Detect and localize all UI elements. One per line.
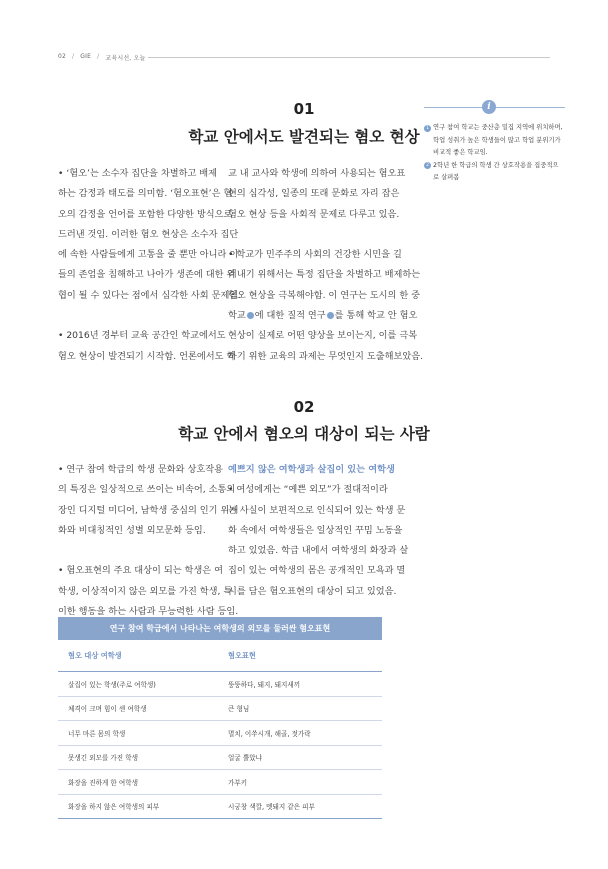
paragraph-line: 이한 행동을 하는 사람과 무능력한 사람 등임. (58, 606, 239, 618)
page-number: 02 (58, 53, 67, 60)
paragraph-line: 화 속에서 여학생들은 일상적인 꾸밈 노동을 (228, 524, 403, 536)
inline-text: 에 대한 질적 연구 (254, 310, 326, 322)
header-separator: / (72, 53, 75, 60)
footnote-line: 연구 참여 학교는 중산층 밀집 지역에 위치하며, (433, 124, 563, 131)
paragraph-line: 하고 있었음. 학급 내에서 여학생의 화장과 살 (228, 545, 409, 557)
section-number: 01 (293, 100, 315, 118)
paragraph-line: • 2016년 경부터 교육 공간인 학교에서도 (58, 330, 226, 342)
table-cell: 뚱뚱하다, 돼지, 돼지새끼 (228, 680, 301, 689)
table-row (58, 721, 382, 746)
footnote-line: 로 살펴봄 (433, 174, 460, 182)
table-cell: 얼굴 뿔았냐 (228, 754, 262, 763)
paragraph-line: 현상이 실제로 어떤 양상을 보이는지, 이를 극복 (228, 330, 418, 342)
paragraph-line: 오의 감정을 언어를 포함한 다양한 방식으로 (58, 208, 233, 220)
info-header (424, 100, 565, 114)
footnote-text (433, 160, 559, 185)
footnote-marker-icon (247, 312, 254, 319)
table-row (58, 795, 382, 820)
paragraph-line: 혐오 현상 등을 사회적 문제로 다루고 있음. (228, 208, 400, 220)
paragraph-spacer (58, 541, 218, 561)
header-section: GIE (80, 53, 92, 60)
paragraph-line: 드러낸 것임. 이러한 혐오 현상은 소수자 집단 (58, 228, 239, 240)
section2-right-column (228, 460, 418, 602)
table-title: 연구 참여 학급에서 나타나는 여학생의 외모를 둘러싼 혐오표현 (58, 617, 382, 640)
table-cell: 시궁창 색깔, 멧돼지 같은 피부 (228, 803, 315, 812)
inline-text: 학교 (228, 310, 246, 322)
footnote-line: 학업 성취가 높은 학생들이 많고 학업 분위기가 (433, 136, 561, 144)
footnote-number-icon: 1 (424, 125, 431, 132)
section-title: 학교 안에서도 발견되는 혐오 현상 (188, 128, 420, 146)
paragraph-line: 장인 디지털 미디어, 남학생 중심의 인기 위계 (58, 504, 239, 516)
table-cell: 너무 마른 몸의 학생 (68, 729, 126, 738)
footnote-line: 2학년 한 학급의 학생 간 상호작용을 집중적으 (433, 161, 559, 169)
paragraph-line: 교 내 교사와 학생에 의하여 사용되는 혐오표 (228, 168, 406, 179)
paragraph-line: 협이 될 수 있다는 점에서 심각한 사회 문제임. (58, 289, 242, 301)
paragraph-line: 러내기 위해서는 특정 집단을 차별하고 배제하는 (228, 269, 421, 281)
paragraph-line: 에 속한 사람들에게 고통을 줄 뿐만 아니라 이 (58, 249, 239, 261)
paragraph-line: 혐오 현상을 극복해야함. 이 연구는 도시의 한 중 (228, 289, 420, 301)
table-row (58, 746, 382, 771)
paragraph-line: 는 사실이 보편적으로 인식되어 있는 학생 문 (228, 504, 406, 516)
paragraph-line: • ‘혐오’는 소수자 집단을 차별하고 배제 (58, 168, 217, 179)
column-header: 혐오표현 (228, 650, 256, 660)
table-cell: 못생긴 외모를 가진 학생 (68, 754, 138, 763)
section1-right-column (228, 164, 424, 367)
footnote-number-icon: 2 (424, 162, 431, 169)
table-row (58, 770, 382, 795)
table-row (58, 697, 382, 722)
table-cell: 큰 형님 (228, 705, 250, 714)
inline-text: 를 통해 학교 안 혐오 (334, 310, 418, 322)
page-header (58, 53, 146, 62)
paragraph-line: 화와 비대칭적인 성별 외모문화 등임. (58, 524, 206, 536)
header-subtitle: 교육시선, 오늘 (105, 55, 146, 62)
table-cell: 살집이 있는 학생(주로 여학생) (68, 680, 156, 689)
info-sidebar (424, 100, 565, 185)
paragraph-line: 하는 감정과 태도를 의미함. ‘혐오표현’은 혐 (58, 188, 233, 200)
paragraph-line: 학생, 이상적이지 않은 외모를 가진 학생, 특 (58, 585, 233, 597)
footnotes (424, 122, 565, 185)
header-separator: / (97, 53, 100, 60)
table-cell: 가부키 (228, 778, 248, 787)
hate-speech-table (58, 617, 382, 819)
paragraph-line: 혐오 현상이 발견되기 시작함. 언론에서도 학 (58, 350, 236, 362)
paragraph-line: • 연구 참여 학급의 학생 문화와 상호작용 (58, 464, 223, 475)
paragraph-line: • 혐오표현의 주요 대상이 되는 학생은 여 (58, 565, 223, 577)
subheading: 예쁘지 않은 여학생과 살집이 있는 여학생 (228, 464, 395, 475)
paragraph-line (228, 306, 418, 326)
paragraph-line: 하기 위한 교육의 과제는 무엇인지 도출해보았음. (228, 350, 424, 362)
paragraph-line: 집이 있는 여학생의 몸은 공개적인 모욕과 멸 (228, 565, 406, 577)
info-icon: i (482, 100, 496, 114)
paragraph-line: • 학교가 민주주의 사회의 건강한 시민을 길 (228, 249, 402, 261)
paragraph-line: • 여성에게는 “예쁜 외모”가 절대적이라 (228, 484, 388, 496)
table-cell: 멸치, 이쑤시개, 해골, 젓가락 (228, 729, 311, 738)
paragraph-spacer (228, 225, 418, 245)
section-title: 학교 안에서 혐오의 대상이 되는 사람 (178, 425, 430, 443)
paragraph-line: 들의 존엄을 침해하고 나아가 생존에 대한 위 (58, 269, 236, 281)
footnote-marker-icon (327, 312, 334, 319)
table-row (58, 672, 382, 697)
table-header (58, 640, 382, 672)
header-rule (148, 57, 550, 58)
paragraph-line: 의 특징은 일상적으로 쓰이는 비속어, 소통의 (58, 484, 236, 496)
section-number: 02 (293, 398, 315, 416)
footnote (424, 122, 565, 160)
footnote-text (433, 122, 563, 160)
footnote (424, 160, 565, 185)
paragraph-line: 시를 담은 혐오표현의 대상이 되고 있었음. (228, 585, 397, 597)
footnote-line: 비교적 좋은 학교임. (433, 149, 488, 157)
column-header: 혐오 대상 여학생 (68, 650, 122, 660)
paragraph-line: 현의 심각성, 일종의 또래 문화로 자리 잡은 (228, 188, 400, 200)
table-cell: 화장을 진하게 한 여학생 (68, 778, 138, 787)
table-cell: 체격이 크며 힘이 센 여학생 (68, 705, 147, 714)
section2-left-column (58, 460, 239, 622)
table-cell: 화장을 하지 않은 여학생의 피부 (68, 803, 160, 812)
